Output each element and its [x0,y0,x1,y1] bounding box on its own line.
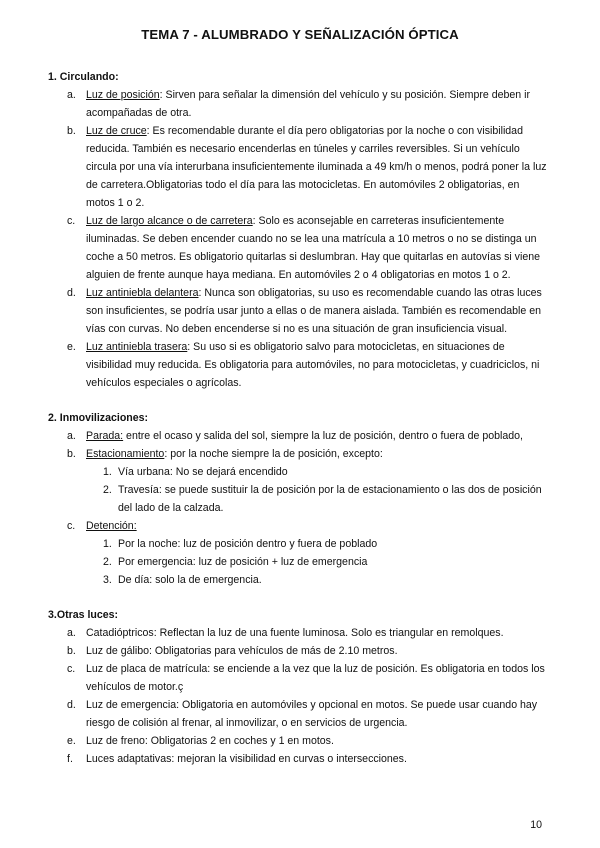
list-item [48,517,548,589]
sub-item-text: Por la noche: luz de posición dentro y fuera de poblado [118,538,378,550]
item-term: Luz antiniebla delantera [86,287,199,299]
item-text [86,89,530,119]
item-description: Luz de emergencia: Obligatoria en automóviles y opcional en motos. Se puede usar cuando hay riesgo de colisión al frenar, al inmovilizar, o en servicios de urgencia. [86,699,538,729]
list-item [48,660,548,696]
list-marker: c. [67,520,76,532]
sub-item-text: Por emergencia: luz de posición + luz de emergencia [118,556,368,568]
sub-list-marker: 3. [103,574,112,586]
sub-list-item [86,571,548,589]
item-text [86,735,334,747]
list-item [48,732,548,750]
page-title: TEMA 7 - ALUMBRADO Y SEÑALIZACIÓN ÓPTICA [141,27,459,42]
list-marker: b. [67,125,76,137]
item-description: : Es recomendable durante el día pero obligatorias por la noche o con visibilidad reducida. También es necesario encenderlas en túneles y carriles reversibles. Si un vehículo circula por una vía interurbana insuficientemente iluminada a 49 km/h o menos, podrá poner la luz de carretera.Obligatorias todo el día para las motocicletas. En automóviles 2 obligatorias, en motos 1 o 2. [86,125,547,209]
section-list [48,86,548,392]
item-term: Estacionamiento [86,448,165,460]
item-text [86,125,547,209]
item-description: Luz de gálibo: Obligatorias para vehículos de más de 2.10 metros. [86,645,398,657]
sub-list-item [86,481,548,517]
page-number: 10 [530,819,542,831]
item-description: Catadióptricos: Reflectan la luz de una fuente luminosa. Solo es triangular en remolques. [86,627,504,639]
item-text [86,430,523,442]
sub-list-item [86,463,548,481]
item-text [86,520,137,532]
list-marker: b. [67,645,76,657]
sub-item-text: Vía urbana: No se dejará encendido [118,466,288,478]
list-item [48,212,548,284]
item-description: : por la noche siempre la de posición, excepto: [164,448,383,460]
item-term: Luz de posición [86,89,160,101]
item-term: Luz de largo alcance o de carretera [86,215,253,227]
sub-item-text: Travesía: se puede sustituir la de posición por la de estacionamiento o las dos de posición del lado de la calzada. [118,484,542,514]
item-text [86,699,537,729]
list-marker: d. [67,287,76,299]
sub-list-item [86,535,548,553]
item-term: Detención: [86,520,137,532]
list-marker: e. [67,341,76,353]
sub-list [86,535,548,589]
section-2 [48,409,548,589]
section-heading: 1. Circulando: [48,71,119,83]
sub-list-marker: 2. [103,556,112,568]
item-description: Luces adaptativas: mejoran la visibilidad en curvas o intersecciones. [86,753,407,765]
item-text [86,341,539,389]
item-description: entre el ocaso y salida del sol, siempre la luz de posición, dentro o fuera de poblado, [123,430,523,442]
section-1 [48,68,548,392]
list-marker: c. [67,663,76,675]
list-marker: a. [67,627,76,639]
document-body [48,68,548,785]
item-text [86,645,398,657]
item-term: Parada: [86,430,124,442]
item-text [86,215,540,281]
list-marker: a. [67,430,76,442]
list-item [48,284,548,338]
item-term: Luz de cruce [86,125,147,137]
sub-list-item [86,553,548,571]
list-item [48,642,548,660]
section-heading: 2. Inmovilizaciones: [48,412,149,424]
list-item [48,338,548,392]
sub-item-text: De día: solo la de emergencia. [118,574,262,586]
section-list [48,624,548,768]
list-item [48,750,548,768]
list-marker: a. [67,89,76,101]
item-text [86,287,542,335]
sub-list [86,463,548,517]
item-description: Luz de placa de matrícula: se enciende a la vez que la luz de posición. Es obligatoria en todos los vehículos de motor.ç [86,663,545,693]
list-item [48,696,548,732]
list-marker: f. [67,753,73,765]
item-description: : Nunca son obligatorias, su uso es recomendable cuando las otras luces son insuficientes, se podría usar junto a ellas o de manera aislada. También es recomendable en vías con curvas. No deben encenderse si no es una situación de gran insuficiencia visual. [86,287,542,335]
section-heading: 3.Otras luces: [48,609,119,621]
list-marker: d. [67,699,76,711]
item-text [86,753,407,765]
item-text [86,627,504,639]
list-item [48,86,548,122]
section-3 [48,606,548,768]
sub-list-marker: 1. [103,466,112,478]
list-item [48,624,548,642]
list-marker: e. [67,735,76,747]
sub-list-marker: 2. [103,484,112,496]
item-description: : Sirven para señalar la dimensión del vehículo y su posición. Siempre deben ir acompañadas de otra. [86,89,531,119]
list-item [48,427,548,445]
item-description: : Solo es aconsejable en carreteras insuficientemente iluminadas. Se deben encender cuando no se lea una matrícula a 10 metros o no se distinga un coche a 50 metros. Es obligatorio quitarlas si deslumbran. Hay que quitarlas en autovías si viene alguien de frente aunque haya mediana. En automóviles 2 o 4 obligatorias en motos 1 o 2. [86,215,541,281]
list-item [48,445,548,517]
item-text [86,448,383,460]
item-text [86,663,545,693]
list-item [48,122,548,212]
item-description: : Su uso si es obligatorio salvo para motocicletas, en situaciones de visibilidad muy reducida. Es obligatoria para automóviles, no para motocicletas, y cuadriciclos, ni vehículos especiales o agrícolas. [86,341,540,389]
list-marker: c. [67,215,76,227]
section-list [48,427,548,589]
item-description: Luz de freno: Obligatorias 2 en coches y 1 en motos. [86,735,334,747]
item-term: Luz antiniebla trasera [86,341,188,353]
sub-list-marker: 1. [103,538,112,550]
list-marker: b. [67,448,76,460]
